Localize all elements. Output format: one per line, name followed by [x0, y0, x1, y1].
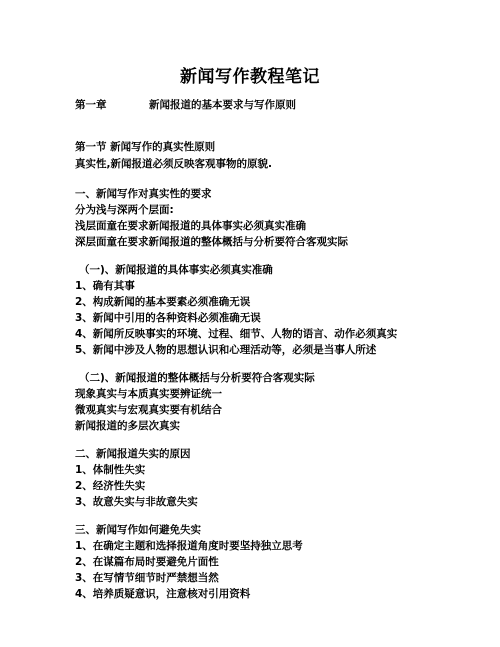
list-item: 1、在确定主题和选择报道角度时要坚持独立思考 [75, 540, 303, 552]
list-item: 3、新闻中引用的各种资料必须准确无误 [75, 312, 261, 324]
section-line: 分为浅与深两个层面: [75, 204, 174, 216]
section-heading: 第一节 新闻写作的真实性原则 [75, 141, 216, 153]
list-item: 5、新闻中涉及人物的思想认识和心理活动等，必须是当事人所述 [75, 344, 377, 356]
section-heading: 一、新闻写作对真实性的要求 [75, 188, 212, 200]
chapter-number: 第一章 [75, 99, 107, 111]
section-line: 浅层面童在要求新闻报道的具体事实必须真实准确 [75, 220, 306, 232]
chapter-name: 新闻报道的基本要求与写作原则 [149, 99, 296, 111]
chapter-heading [75, 97, 296, 112]
section-heading: 三、新闻写作如何避免失实 [75, 524, 201, 536]
list-item: 2、在谋篇布局时要避免片面性 [75, 556, 219, 568]
section-heading: 二、新闻报道失实的原因 [75, 448, 191, 460]
section-heading: （一)、新闻报道的具体事实必须真实准确 [79, 264, 273, 276]
document-title: 新闻写作教程笔记 [180, 67, 320, 87]
list-item: 2、构成新闻的基本要素必须准确无误 [75, 296, 251, 308]
list-item: 3、故意失实与非故意失实 [75, 496, 198, 508]
section-line: 深层面童在要求新闻报道的整体概括与分析要符合客观实际 [75, 236, 348, 248]
list-item: 1、确有其事 [75, 280, 135, 292]
list-item: 2、经济性失实 [75, 480, 146, 492]
list-item: 3、在写情节细节时严禁想当然 [75, 572, 219, 584]
list-item: 1、体制性失实 [75, 464, 146, 476]
section-heading: （二)、新闻报道的整体概括与分析要符合客观实际 [79, 372, 315, 384]
section-line: 真实性,新闻报道必须反映客观事物的原貌. [75, 158, 272, 170]
list-item: 4、培养质疑意识，注意核对引用资料 [75, 588, 251, 600]
section-line: 新闻报道的多层次真实 [75, 420, 180, 432]
section-line: 现象真实与本质真实要辨证统一 [75, 388, 222, 400]
list-item: 4、新闻所反映事实的环境、过程、细节、人物的语言、动作必须真实 [75, 328, 398, 340]
section-line: 微观真实与宏观真实要有机结合 [75, 404, 222, 416]
